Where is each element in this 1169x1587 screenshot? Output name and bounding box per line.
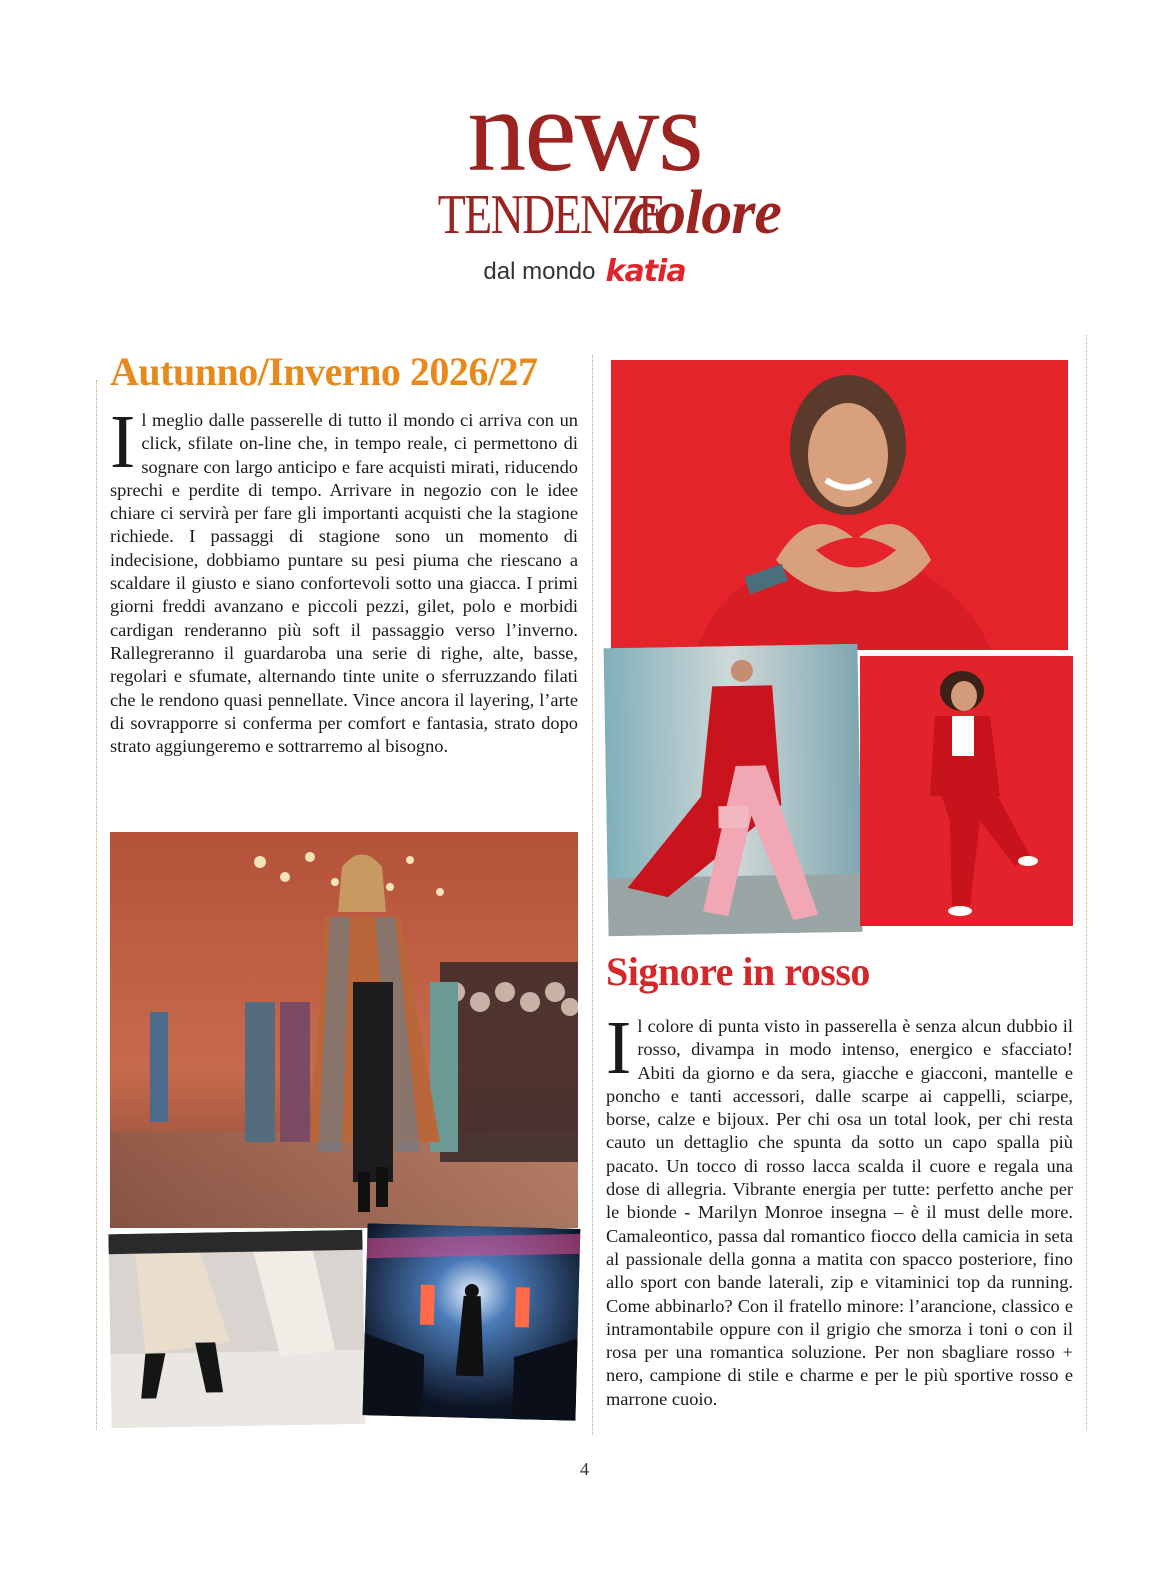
runway-photo-image [110, 832, 578, 1228]
article-body-right [606, 1006, 1073, 1411]
article-heading-autunno: Autunno/Inverno 2026/27 [110, 349, 538, 394]
runway-walk-photo [108, 1230, 365, 1428]
center-column-rule [592, 355, 593, 1435]
article-text-left: l meglio dalle passerelle di tutto il mondo ci arriva con un click, sfilate on-line che, in tempo reale, ci permettono di sognare con largo anticipo e fare acquisti mirati, riducendo sprechi e perdite di tempo. Arrivare in negozio con le idee chiare ci servirà per fare gli importanti acquisti che la stagione richiede. I passaggi di stagione sono un momento di indecisione, dobbiamo puntare su pesi piuma che riescano a scaldare il giusto e siano confortevoli sotto una giacca. I primi giorni freddi avanzano e piccoli pezzi, gilet, polo e morbidi cardigan renderanno più soft il passaggio verso l’inverno. Rallegreranno il guardaroba una serie di righe, alte, basse, regolari e sfumate, alternando tinte unite o sferruzzando filati che le rendono quasi pennellate. Vince ancora il layering, l’arte di sovrapporre si conferma per comfort e fantasia, strato dopo strato aggiungeremo e sottrarremo al bisogno. [110, 410, 578, 757]
dropcap: I [110, 400, 136, 484]
red-suit-image [860, 656, 1073, 926]
page-title: news [467, 65, 702, 196]
section-subtitle [0, 179, 1169, 247]
red-coat-photo [604, 644, 863, 936]
runway-photo [110, 832, 578, 1228]
red-suit-photo [860, 656, 1073, 926]
runway-walk-image [108, 1230, 365, 1428]
subtitle-tendenze: TENDENZE [437, 184, 665, 246]
left-margin-rule [96, 380, 97, 1430]
brand-logo: katia [605, 254, 686, 289]
tagline-text: dal mondo [483, 258, 596, 285]
subtitle-colore: colore [628, 179, 781, 247]
heart-hands-image [611, 360, 1068, 650]
heart-hands-photo [611, 360, 1068, 650]
runway-stage-image [363, 1223, 581, 1421]
article-body-left [110, 400, 578, 758]
article-heading-signore: Signore in rosso [606, 949, 870, 994]
right-margin-rule [1086, 335, 1087, 1430]
red-coat-image [604, 644, 863, 936]
tagline [0, 254, 1169, 289]
runway-stage-photo [363, 1223, 581, 1421]
article-text-right: l colore di punta visto in passerella è senza alcun dubbio il rosso, divampa in modo intenso, energico e sfacciato! Abiti da giorno e da sera, giacche e giacconi, mantelle e poncho e tanti accessori, dalle scarpe ai cappelli, sciarpe, borse, calze e bijoux. Per chi osa un total look, per chi resta cauto un dettaglio che spunta da sotto un capo spalla più pacato. Un tocco di rosso lacca scalda il cuore e regala una dose di allegria. Vibrante energia per tutte: perfetto anche per le bionde - Marilyn Monroe insegna – è il must delle more. Camaleontico, passa dal romantico fiocco della camicia in seta al passionale della gonna a matita con spacco posteriore, fino allo sport con bande laterali, zip e vitaminici top da running. Come abbinarlo? Con il fratello minore: l’arancione, classico e intramontabile oppure con il grigio che smorza i toni o con il rosa per una romantica soluzione. Per non sbagliare rosso + nero, campione di stile e charme e per le più sportive rosso e marrone cuoio. [606, 1016, 1073, 1409]
page-number: 4 [580, 1459, 589, 1479]
dropcap: I [606, 1006, 632, 1090]
